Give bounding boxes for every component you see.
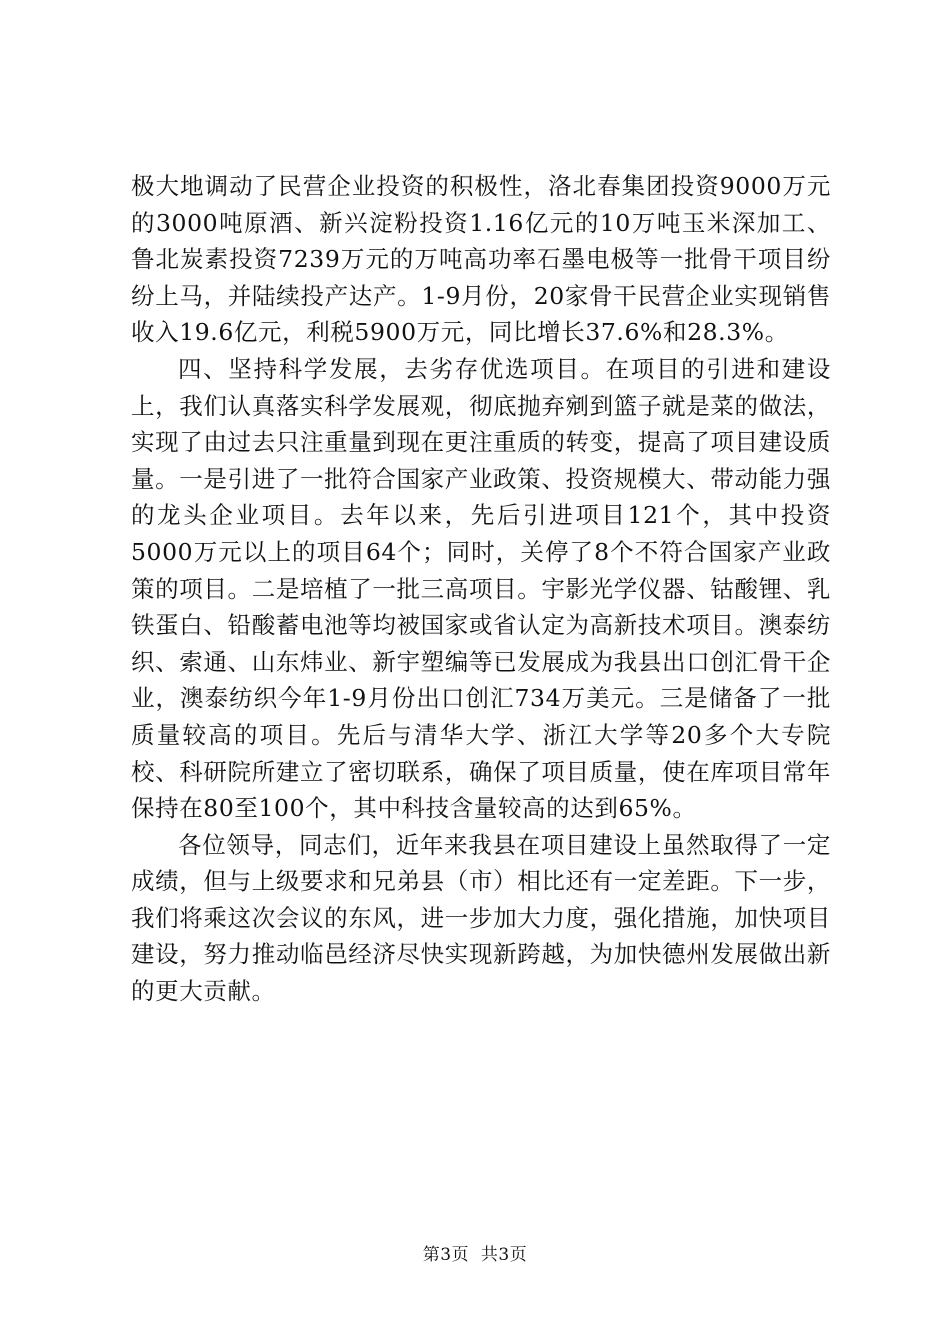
paragraph-closing: 各位领导，同志们，近年来我县在项目建设上虽然取得了一定成绩，但与上级要求和兄弟县（市）相比还有一定差距。下一步，我们将乘这次会议的东风，进一步加大力度，强化措施，加快项目建设，努力推动临邑经济尽快实现新跨越，为加快德州发展做出新的更大贡献。 bbox=[131, 830, 831, 1006]
paragraph-section-four: 四、坚持科学发展，去劣存优选项目。在项目的引进和建设上，我们认真落实科学发展观，彻底抛弃剜到篮子就是菜的做法，实现了由过去只注重量到现在更注重质的转变，提高了项目建设质量。一是引进了一批符合国家产业政策、投资规模大、带动能力强的龙头企业项目。去年以来，先后引进项目121个，其中投资5000万元以上的项目64个；同时，关停了8个不符合国家产业政策的项目。二是培植了一批三高项目。宇影光学仪器、钴酸锂、乳铁蛋白、铅酸蓄电池等均被国家或省认定为高新技术项目。澳泰纺织、索通、山东炜业、新宇塑编等已发展成为我县出口创汇骨干企业，澳泰纺织今年1-9月份出口创汇734万美元。三是储备了一批质量较高的项目。先后与清华大学、浙江大学等20多个大专院校、科研院所建立了密切联系，确保了项目质量，使在库项目常年保持在80至100个，其中科技含量较高的达到65%。 bbox=[131, 354, 831, 823]
page-number-footer: 第3页 共3页 bbox=[422, 1245, 528, 1265]
paragraph-continuation: 极大地调动了民营企业投资的积极性，洛北春集团投资9000万元的3000吨原酒、新兴淀粉投资1.16亿元的10万吨玉米深加工、鲁北炭素投资7239万元的万吨高功率石墨电极等一批骨干项目纷纷上马，并陆续投产达产。1-9月份，20家骨干民营企业实现销售收入19.6亿元，利税5900万元，同比增长37.6%和28.3%。 bbox=[131, 172, 831, 347]
document-body bbox=[131, 168, 831, 1010]
